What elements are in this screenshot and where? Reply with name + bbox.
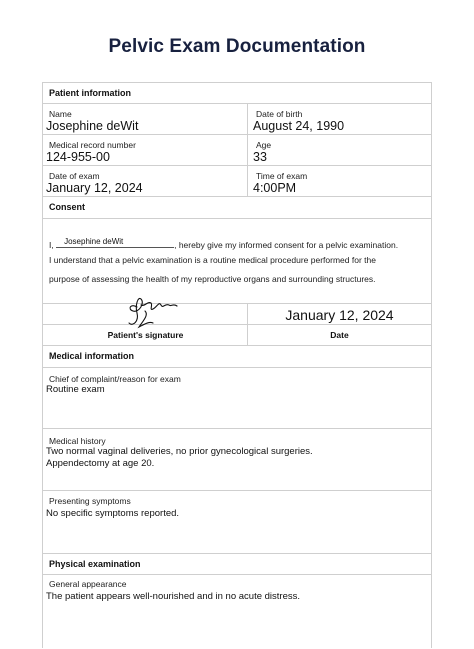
history-row[interactable]	[43, 429, 431, 491]
consent-line-3: purpose of assessing the health of my reproductive organs and surrounding structures.	[49, 274, 376, 284]
consent-body	[43, 219, 431, 304]
signature-row	[43, 304, 431, 325]
mrn-age-row	[43, 135, 431, 166]
patient-info-header	[43, 83, 431, 104]
consent-prefix: I,	[49, 240, 54, 250]
exam-date-value: January 12, 2024	[46, 181, 143, 195]
history-line-1: Two normal vaginal deliveries, no prior gynecological surgeries.	[46, 446, 313, 457]
physical-exam-heading: Physical examination	[49, 559, 141, 569]
page-title: Pelvic Exam Documentation	[108, 36, 366, 57]
history-line-2: Appendectomy at age 20.	[46, 458, 155, 469]
exam-date-label: Date of exam	[49, 171, 100, 181]
dob-value: August 24, 1990	[253, 119, 345, 133]
consent-line-2: I understand that a pelvic examination is a routine medical procedure performed for the	[49, 255, 376, 265]
exam-time-value: 4:00PM	[253, 181, 297, 195]
exam-date-cell[interactable]	[43, 166, 248, 196]
exam-form	[42, 82, 432, 648]
appearance-value: The patient appears well-nourished and in no acute distress.	[46, 591, 301, 602]
signature-date-value[interactable]: January 12, 2024	[285, 307, 394, 323]
dob-cell[interactable]	[248, 104, 431, 134]
signature-caption-cell	[43, 325, 248, 345]
name-label: Name	[49, 109, 72, 119]
mrn-cell[interactable]	[43, 135, 248, 165]
history-label: Medical history	[49, 436, 106, 446]
consent-heading: Consent	[49, 202, 85, 212]
medical-info-heading: Medical information	[49, 351, 135, 361]
signature-caption-row	[43, 325, 431, 346]
physical-exam-header	[43, 554, 431, 575]
consent-line-1	[49, 237, 398, 250]
dob-label: Date of birth	[256, 109, 303, 119]
patient-info-heading: Patient information	[49, 88, 132, 98]
exam-time-label: Time of exam	[256, 171, 308, 181]
symptoms-row[interactable]	[43, 491, 431, 554]
consent-name-value: Josephine deWit	[64, 237, 124, 246]
medical-info-header	[43, 346, 431, 368]
mrn-value: 124-955-00	[46, 150, 110, 164]
signature-cell[interactable]	[43, 304, 248, 324]
complaint-value: Routine exam	[46, 384, 105, 395]
consent-suffix: , hereby give my informed consent for a pelvic examination.	[174, 240, 399, 250]
date-label: Date	[330, 330, 349, 340]
mrn-label: Medical record number	[49, 140, 136, 150]
appearance-label: General appearance	[49, 579, 127, 589]
exam-date-time-row	[43, 166, 431, 197]
consent-header	[43, 197, 431, 219]
name-dob-row	[43, 104, 431, 135]
age-cell[interactable]	[248, 135, 431, 165]
signature-label: Patient's signature	[107, 330, 184, 340]
symptoms-label: Presenting symptoms	[49, 496, 131, 506]
age-label: Age	[256, 140, 272, 150]
age-value: 33	[253, 150, 267, 164]
symptoms-value: No specific symptoms reported.	[46, 508, 180, 519]
name-value: Josephine deWit	[46, 119, 139, 133]
consent-name-blank[interactable]	[56, 237, 174, 248]
exam-time-cell[interactable]	[248, 166, 431, 196]
complaint-label: Chief of complaint/reason for exam	[49, 374, 181, 384]
name-cell[interactable]	[43, 104, 248, 134]
complaint-row[interactable]	[43, 368, 431, 429]
appearance-row[interactable]	[43, 575, 431, 649]
